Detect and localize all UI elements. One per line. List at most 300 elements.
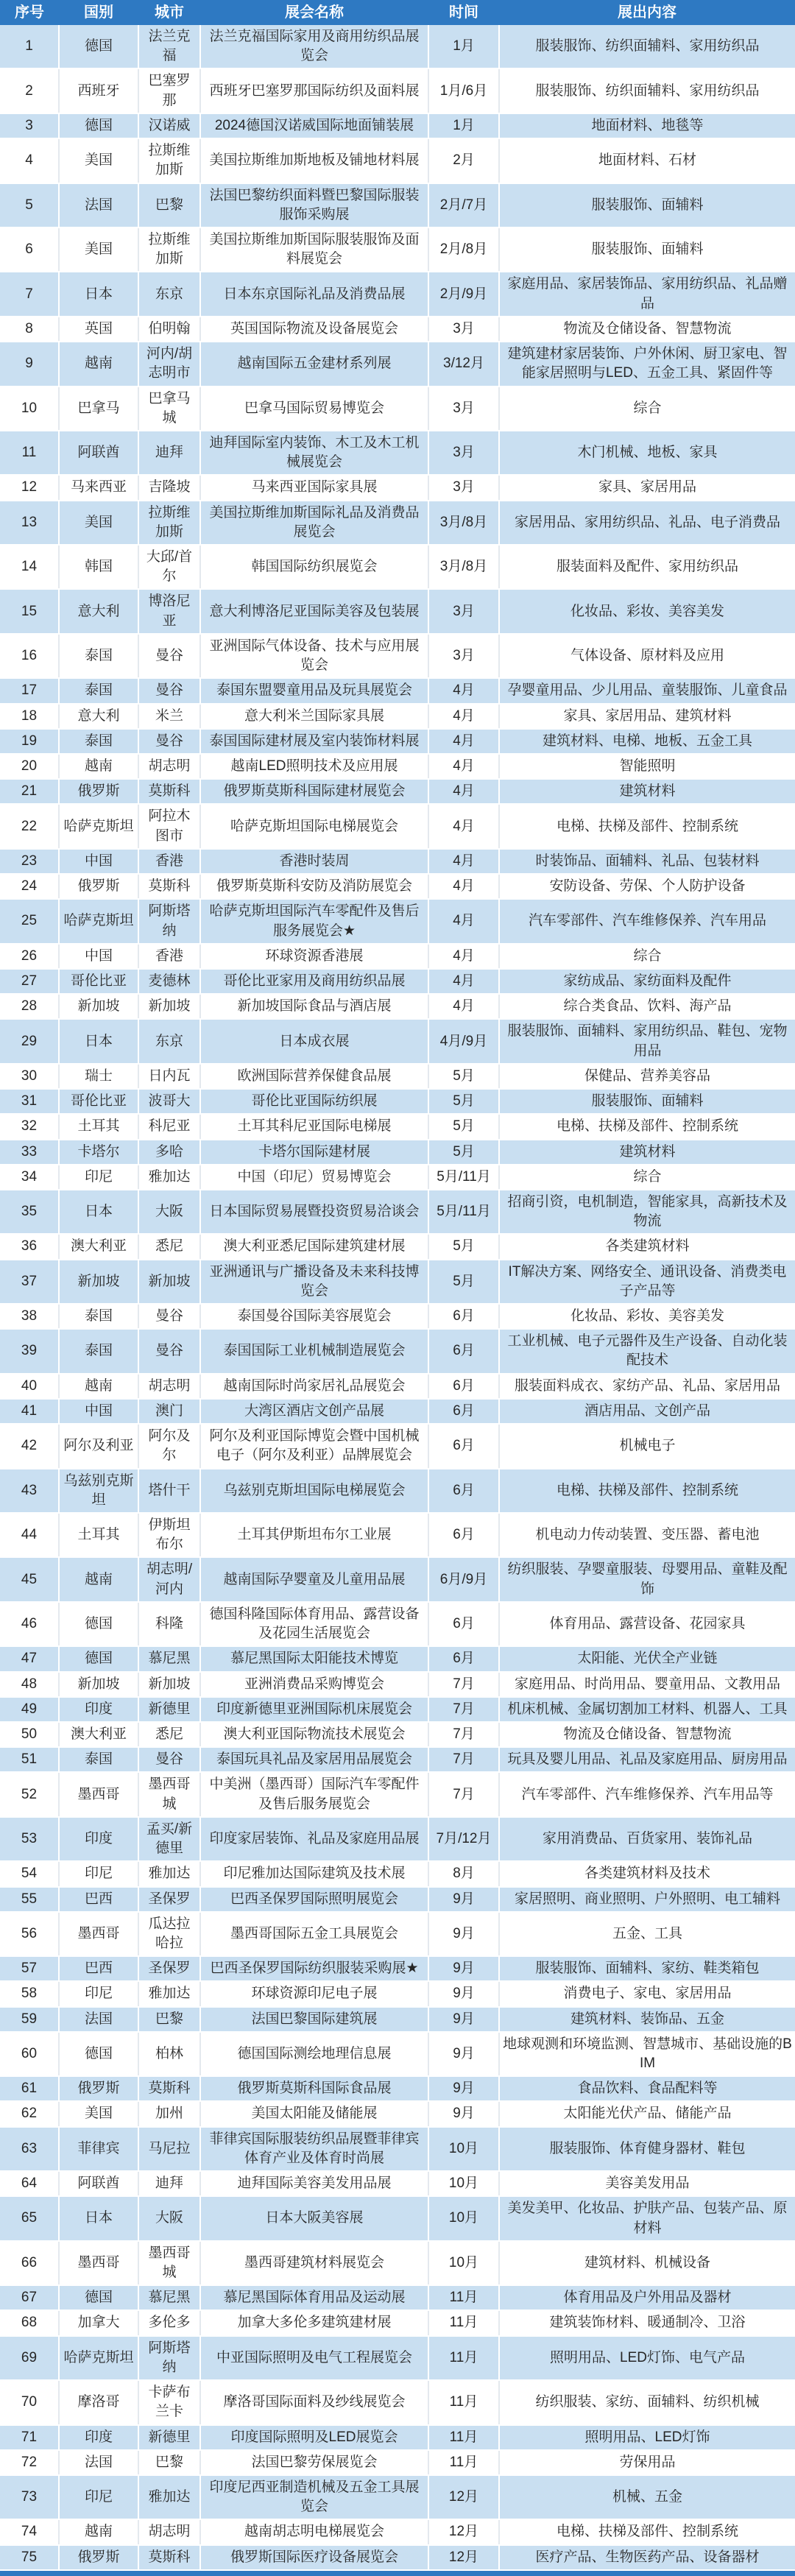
cell-content: 家庭用品、家居装饰品、家用纺织品、礼品赠品 — [499, 272, 795, 316]
cell-city: 大阪 — [138, 2196, 200, 2240]
cell-content: 家纺成品、家纺面料及配件 — [499, 969, 795, 994]
table-row — [0, 68, 795, 113]
cell-content: 电梯、扶梯及部件、控制系统 — [499, 2519, 795, 2544]
cell-time: 4月 — [428, 779, 499, 804]
cell-time: 6月 — [428, 1399, 499, 1424]
table-row — [0, 2007, 795, 2032]
cell-no: 21 — [0, 779, 59, 804]
table-row — [0, 849, 795, 874]
cell-content: 保健品、营养美容品 — [499, 1064, 795, 1089]
cell-name: 大湾区酒店文创产品展 — [200, 1399, 428, 1424]
cell-name: 环球资源印尼电子展 — [200, 1981, 428, 2006]
cell-country: 巴西 — [59, 1956, 138, 1981]
table-row — [0, 704, 795, 729]
cell-city: 圣保罗 — [138, 1887, 200, 1912]
cell-city: 墨西哥城 — [138, 2241, 200, 2285]
cell-no: 4 — [0, 138, 59, 183]
cell-content: 服装服饰、面辅料、家用纺织品、鞋包、宠物用品 — [499, 1019, 795, 1063]
cell-no: 47 — [0, 1646, 59, 1671]
cell-time: 6月 — [428, 1602, 499, 1646]
cell-city: 新加坡 — [138, 1672, 200, 1697]
cell-content: 电梯、扶梯及部件、控制系统 — [499, 1469, 795, 1513]
table-row — [0, 2425, 795, 2450]
cell-time: 4月 — [428, 969, 499, 994]
cell-name: 卡塔尔国际建材展 — [200, 1140, 428, 1165]
cell-country: 菲律宾 — [59, 2127, 138, 2171]
cell-content: 家用消费品、百货家用、装饰礼品 — [499, 1817, 795, 1861]
cell-name: 哥伦比亚国际纺织展 — [200, 1089, 428, 1114]
cell-time: 3月/8月 — [428, 545, 499, 589]
cell-content: 服装服饰、纺织面辅料、家用纺织品 — [499, 68, 795, 113]
cell-time: 11月 — [428, 2450, 499, 2475]
cell-no: 69 — [0, 2336, 59, 2380]
cell-country: 泰国 — [59, 1304, 138, 1329]
cell-country: 泰国 — [59, 729, 138, 754]
table-row — [0, 183, 795, 227]
cell-no: 18 — [0, 704, 59, 729]
cell-city: 曼谷 — [138, 634, 200, 678]
cell-country: 乌兹别克斯坦 — [59, 1469, 138, 1513]
cell-name: 亚洲消费品采购博览会 — [200, 1672, 428, 1697]
cell-country: 德国 — [59, 1646, 138, 1671]
table-row — [0, 754, 795, 779]
cell-city: 河内/胡志明市 — [138, 342, 200, 386]
cell-name: 越南国际时尚家居礼品展览会 — [200, 1374, 428, 1399]
table-row — [0, 1329, 795, 1373]
cell-content: 化妆品、彩妆、美容美发 — [499, 1304, 795, 1329]
cell-name: 日本国际贸易展暨投资贸易洽谈会 — [200, 1190, 428, 1234]
cell-country: 摩洛哥 — [59, 2380, 138, 2424]
cell-country: 巴拿马 — [59, 387, 138, 431]
table-row — [0, 678, 795, 703]
cell-no: 25 — [0, 899, 59, 943]
cell-city: 巴黎 — [138, 2450, 200, 2475]
cell-no: 72 — [0, 2450, 59, 2475]
cell-city: 慕尼黑 — [138, 2285, 200, 2310]
table-row — [0, 138, 795, 183]
cell-name: 澳大利亚国际物流技术展览会 — [200, 1722, 428, 1747]
cell-content: 纺织服装、家纺、面辅料、纺织机械 — [499, 2380, 795, 2424]
cell-country: 日本 — [59, 2196, 138, 2240]
table-header — [0, 0, 795, 25]
table-row — [0, 387, 795, 431]
cell-city: 胡志明 — [138, 2519, 200, 2544]
table-row — [0, 2196, 795, 2240]
cell-no: 39 — [0, 1329, 59, 1373]
cell-content: 食品饮料、食品配料等 — [499, 2076, 795, 2101]
cell-time: 12月 — [428, 2545, 499, 2570]
table-row — [0, 2450, 795, 2475]
cell-city: 胡志明 — [138, 754, 200, 779]
cell-content: 服装服饰、体育健身器材、鞋包 — [499, 2127, 795, 2171]
cell-time: 5月/11月 — [428, 1165, 499, 1190]
cell-time: 3月/8月 — [428, 501, 499, 545]
cell-content: IT解决方案、网络安全、通讯设备、消费类电子产品等 — [499, 1260, 795, 1304]
cell-city: 伊斯坦布尔 — [138, 1513, 200, 1557]
cell-content: 木门机械、地板、家具 — [499, 431, 795, 475]
cell-content: 服装服饰、纺织面辅料、家用纺织品 — [499, 25, 795, 68]
cell-content: 汽车零部件、汽车维修保养、汽车用品等 — [499, 1772, 795, 1816]
cell-city: 伯明翰 — [138, 317, 200, 342]
cell-name: 印度尼西亚制造机械及五金工具展览会 — [200, 2475, 428, 2519]
cell-no: 22 — [0, 804, 59, 848]
cell-time: 4月 — [428, 874, 499, 899]
cell-name: 菲律宾国际服装纺织品展暨菲律宾体育产业及体育时尚展 — [200, 2127, 428, 2171]
cell-no: 1 — [0, 25, 59, 68]
cell-country: 卡塔尔 — [59, 1140, 138, 1165]
cell-country: 德国 — [59, 1602, 138, 1646]
cell-city: 巴黎 — [138, 2007, 200, 2032]
table-row — [0, 779, 795, 804]
cell-no: 27 — [0, 969, 59, 994]
cell-content: 家居用品、家用纺织品、礼品、电子消费品 — [499, 501, 795, 545]
cell-name: 意大利博洛尼亚国际美容及包装展 — [200, 589, 428, 633]
cell-name: 澳大利亚悉尼国际建筑建材展 — [200, 1234, 428, 1259]
cell-name: 中国（印尼）贸易博览会 — [200, 1165, 428, 1190]
cell-country: 越南 — [59, 1374, 138, 1399]
cell-city: 香港 — [138, 849, 200, 874]
cell-city: 迪拜 — [138, 431, 200, 475]
cell-city: 莫斯科 — [138, 779, 200, 804]
cell-no: 46 — [0, 1602, 59, 1646]
cell-city: 新德里 — [138, 1697, 200, 1722]
cell-no: 63 — [0, 2127, 59, 2171]
cell-city: 拉斯维加斯 — [138, 501, 200, 545]
cell-time: 3月 — [428, 475, 499, 500]
table-row — [0, 1469, 795, 1513]
cell-content: 建筑材料 — [499, 779, 795, 804]
cell-city: 澳门 — [138, 1399, 200, 1424]
cell-country: 美国 — [59, 138, 138, 183]
table-row — [0, 969, 795, 994]
cell-content: 各类建筑材料 — [499, 1234, 795, 1259]
cell-time: 6月 — [428, 1513, 499, 1557]
cell-time: 4月 — [428, 704, 499, 729]
cell-name: 巴拿马国际贸易博览会 — [200, 387, 428, 431]
cell-content: 智能照明 — [499, 754, 795, 779]
table-row — [0, 317, 795, 342]
cell-country: 哥伦比亚 — [59, 969, 138, 994]
cell-content: 服装面料成衣、家纺产品、礼品、家居用品 — [499, 1374, 795, 1399]
cell-city: 悉尼 — [138, 1722, 200, 1747]
cell-name: 越南胡志明电梯展览会 — [200, 2519, 428, 2544]
cell-name: 迪拜国际室内装饰、木工及木工机械展览会 — [200, 431, 428, 475]
cell-name: 慕尼黑国际太阳能技术博览 — [200, 1646, 428, 1671]
cell-country: 新加坡 — [59, 994, 138, 1019]
table-row — [0, 1399, 795, 1424]
cell-time: 5月 — [428, 1140, 499, 1165]
cell-time: 6月 — [428, 1304, 499, 1329]
cell-no: 15 — [0, 589, 59, 633]
cell-city: 莫斯科 — [138, 2545, 200, 2570]
cell-no: 54 — [0, 1861, 59, 1886]
cell-city: 科尼亚 — [138, 1114, 200, 1139]
cell-content: 照明用品、LED灯饰 — [499, 2425, 795, 2450]
table-row — [0, 2475, 795, 2519]
cell-no: 30 — [0, 1064, 59, 1089]
cell-time: 7月 — [428, 1772, 499, 1816]
cell-name: 环球资源香港展 — [200, 944, 428, 969]
cell-no: 20 — [0, 754, 59, 779]
cell-country: 澳大利亚 — [59, 1234, 138, 1259]
cell-time: 3月 — [428, 634, 499, 678]
cell-no: 3 — [0, 113, 59, 138]
cell-no: 60 — [0, 2032, 59, 2076]
table-row — [0, 1602, 795, 1646]
cell-no: 19 — [0, 729, 59, 754]
cell-city: 雅加达 — [138, 1861, 200, 1886]
table-row — [0, 113, 795, 138]
table-row — [0, 1019, 795, 1063]
cell-name: 法国巴黎劳保展览会 — [200, 2450, 428, 2475]
col-header-city: 城市 — [138, 0, 200, 25]
cell-time: 3月 — [428, 431, 499, 475]
table-row — [0, 1190, 795, 1234]
cell-time: 1月 — [428, 113, 499, 138]
table-row — [0, 1772, 795, 1816]
cell-city: 波哥大 — [138, 1089, 200, 1114]
cell-name: 墨西哥建筑材料展览会 — [200, 2241, 428, 2285]
cell-country: 印度 — [59, 1817, 138, 1861]
cell-no: 66 — [0, 2241, 59, 2285]
cell-city: 拉斯维加斯 — [138, 227, 200, 272]
cell-no: 56 — [0, 1912, 59, 1956]
table-row — [0, 2545, 795, 2570]
table-row — [0, 1513, 795, 1557]
cell-country: 泰国 — [59, 634, 138, 678]
cell-name: 马来西亚国际家具展 — [200, 475, 428, 500]
cell-city: 孟买/新德里 — [138, 1817, 200, 1861]
cell-name: 印度家居装饰、礼品及家庭用品展 — [200, 1817, 428, 1861]
cell-no: 32 — [0, 1114, 59, 1139]
cell-name: 中亚国际照明及电气工程展览会 — [200, 2336, 428, 2380]
cell-no: 8 — [0, 317, 59, 342]
cell-name: 泰国国际工业机械制造展览会 — [200, 1329, 428, 1373]
cell-no: 13 — [0, 501, 59, 545]
cell-country: 新加坡 — [59, 1672, 138, 1697]
cell-city: 巴黎 — [138, 183, 200, 227]
cell-no: 42 — [0, 1424, 59, 1468]
cell-time: 3月 — [428, 387, 499, 431]
cell-country: 马来西亚 — [59, 475, 138, 500]
table-row — [0, 342, 795, 386]
cell-content: 服装服饰、面辅料、家纺、鞋类箱包 — [499, 1956, 795, 1981]
cell-country: 阿联酋 — [59, 431, 138, 475]
cell-time: 2月/7月 — [428, 183, 499, 227]
cell-name: 哈萨克斯坦国际电梯展览会 — [200, 804, 428, 848]
cell-name: 香港时装周 — [200, 849, 428, 874]
cell-no: 23 — [0, 849, 59, 874]
cell-content: 物流及仓储设备、智慧物流 — [499, 1722, 795, 1747]
cell-content: 家具、家居用品 — [499, 475, 795, 500]
cell-time: 5月 — [428, 1114, 499, 1139]
cell-name: 印度国际照明及LED展览会 — [200, 2425, 428, 2450]
cell-country: 德国 — [59, 2032, 138, 2076]
cell-country: 法国 — [59, 183, 138, 227]
cell-country: 阿联酋 — [59, 2171, 138, 2196]
cell-city: 加州 — [138, 2101, 200, 2126]
cell-time: 5月 — [428, 1064, 499, 1089]
cell-name: 意大利米兰国际家具展 — [200, 704, 428, 729]
cell-city: 米兰 — [138, 704, 200, 729]
cell-name: 越南国际五金建材系列展 — [200, 342, 428, 386]
cell-city: 阿斯塔纳 — [138, 2336, 200, 2380]
cell-city: 麦德林 — [138, 969, 200, 994]
cell-no: 70 — [0, 2380, 59, 2424]
cell-time: 5月/11月 — [428, 1190, 499, 1234]
cell-country: 日本 — [59, 1019, 138, 1063]
cell-content: 太阳能、光伏全产业链 — [499, 1646, 795, 1671]
cell-time: 11月 — [428, 2425, 499, 2450]
cell-city: 塔什干 — [138, 1469, 200, 1513]
cell-city: 东京 — [138, 272, 200, 316]
col-header-country: 国别 — [59, 0, 138, 25]
table-row — [0, 634, 795, 678]
cell-city: 雅加达 — [138, 1165, 200, 1190]
cell-content: 家具、家居用品、建筑材料 — [499, 704, 795, 729]
cell-time: 7月 — [428, 1722, 499, 1747]
cell-country: 意大利 — [59, 704, 138, 729]
cell-time: 7月 — [428, 1697, 499, 1722]
table-row — [0, 272, 795, 316]
cell-name: 新加坡国际食品与酒店展 — [200, 994, 428, 1019]
table-row — [0, 545, 795, 589]
cell-no: 64 — [0, 2171, 59, 2196]
cell-country: 越南 — [59, 342, 138, 386]
table-row — [0, 1557, 795, 1601]
table-row — [0, 1672, 795, 1697]
cell-no: 65 — [0, 2196, 59, 2240]
cell-name: 欧洲国际营养保健食品展 — [200, 1064, 428, 1089]
cell-time: 6月 — [428, 1469, 499, 1513]
cell-name: 俄罗斯莫斯科国际食品展 — [200, 2076, 428, 2101]
cell-content: 地面材料、石材 — [499, 138, 795, 183]
cell-country: 美国 — [59, 2101, 138, 2126]
cell-name: 乌兹别克斯坦国际电梯展览会 — [200, 1469, 428, 1513]
cell-content: 综合 — [499, 1165, 795, 1190]
table-row — [0, 1861, 795, 1886]
cell-name: 越南LED照明技术及应用展 — [200, 754, 428, 779]
cell-content: 玩具及婴儿用品、礼品及家庭用品、厨房用品 — [499, 1747, 795, 1772]
cell-country: 泰国 — [59, 1747, 138, 1772]
cell-name: 土耳其科尼亚国际电梯展 — [200, 1114, 428, 1139]
cell-time: 11月 — [428, 2310, 499, 2335]
cell-content: 机床机械、金属切割加工材料、机器人、工具 — [499, 1697, 795, 1722]
cell-content: 化妆品、彩妆、美容美发 — [499, 589, 795, 633]
table-row — [0, 1956, 795, 1981]
cell-name: 亚洲通讯与广播设备及未来科技博览会 — [200, 1260, 428, 1304]
cell-country: 巴西 — [59, 1887, 138, 1912]
cell-city: 墨西哥城 — [138, 1772, 200, 1816]
cell-name: 英国国际物流及设备展览会 — [200, 317, 428, 342]
table-row — [0, 1374, 795, 1399]
table-row — [0, 2076, 795, 2101]
cell-content: 太阳能光伏产品、储能产品 — [499, 2101, 795, 2126]
cell-content: 五金、工具 — [499, 1912, 795, 1956]
cell-name: 美国拉斯维加斯国际礼品及消费品展览会 — [200, 501, 428, 545]
cell-city: 迪拜 — [138, 2171, 200, 2196]
cell-no: 17 — [0, 678, 59, 703]
cell-no: 41 — [0, 1399, 59, 1424]
cell-time: 2月/8月 — [428, 227, 499, 272]
table-row — [0, 431, 795, 475]
cell-city: 多哈 — [138, 1140, 200, 1165]
table-row — [0, 1089, 795, 1114]
cell-name: 印尼雅加达国际建筑及技术展 — [200, 1861, 428, 1886]
cell-country: 美国 — [59, 227, 138, 272]
cell-content: 建筑材料、电梯、地板、五金工具 — [499, 729, 795, 754]
cell-no: 16 — [0, 634, 59, 678]
cell-name: 巴西圣保罗国际纺织服装采购展★ — [200, 1956, 428, 1981]
cell-no: 34 — [0, 1165, 59, 1190]
cell-no: 5 — [0, 183, 59, 227]
cell-time: 9月 — [428, 1887, 499, 1912]
cell-country: 泰国 — [59, 1329, 138, 1373]
cell-country: 泰国 — [59, 678, 138, 703]
cell-city: 阿尔及尔 — [138, 1424, 200, 1468]
cell-city: 慕尼黑 — [138, 1646, 200, 1671]
cell-city: 曼谷 — [138, 1747, 200, 1772]
cell-no: 73 — [0, 2475, 59, 2519]
cell-country: 印度 — [59, 2425, 138, 2450]
cell-time: 4月 — [428, 994, 499, 1019]
cell-no: 24 — [0, 874, 59, 899]
table-row — [0, 2127, 795, 2171]
cell-country: 英国 — [59, 317, 138, 342]
cell-country: 俄罗斯 — [59, 2545, 138, 2570]
cell-time: 9月 — [428, 2007, 499, 2032]
cell-content: 服装服饰、面辅料 — [499, 227, 795, 272]
cell-no: 50 — [0, 1722, 59, 1747]
cell-city: 多伦多 — [138, 2310, 200, 2335]
table-row — [0, 2032, 795, 2076]
table-row — [0, 874, 795, 899]
table-row — [0, 2101, 795, 2126]
cell-name: 德国科隆国际体育用品、露营设备及花园生活展览会 — [200, 1602, 428, 1646]
cell-country: 中国 — [59, 849, 138, 874]
cell-content: 招商引资，电机制造，智能家具，高新技术及物流 — [499, 1190, 795, 1234]
cell-content: 地球观测和环境监测、智慧城市、基础设施的BIM — [499, 2032, 795, 2076]
cell-no: 31 — [0, 1089, 59, 1114]
cell-city: 曼谷 — [138, 1329, 200, 1373]
cell-country: 西班牙 — [59, 68, 138, 113]
cell-time: 9月 — [428, 1981, 499, 2006]
cell-no: 38 — [0, 1304, 59, 1329]
cell-country: 法国 — [59, 2450, 138, 2475]
cell-no: 75 — [0, 2545, 59, 2570]
table-row — [0, 899, 795, 943]
header-row — [0, 0, 795, 25]
cell-city: 雅加达 — [138, 2475, 200, 2519]
table-row — [0, 2285, 795, 2310]
cell-country: 土耳其 — [59, 1114, 138, 1139]
cell-time: 6月/9月 — [428, 1557, 499, 1601]
cell-time: 8月 — [428, 1861, 499, 1886]
cell-time: 10月 — [428, 2127, 499, 2171]
cell-time: 6月 — [428, 1374, 499, 1399]
cell-country: 日本 — [59, 272, 138, 316]
table-row — [0, 2310, 795, 2335]
cell-content: 体育用品及户外用品及器材 — [499, 2285, 795, 2310]
cell-country: 哈萨克斯坦 — [59, 2336, 138, 2380]
cell-country: 印尼 — [59, 2475, 138, 2519]
cell-city: 柏林 — [138, 2032, 200, 2076]
table-row — [0, 2336, 795, 2380]
cell-content: 建筑材料 — [499, 1140, 795, 1165]
cell-no: 61 — [0, 2076, 59, 2101]
cell-content: 消费电子、家电、家居用品 — [499, 1981, 795, 2006]
cell-city: 雅加达 — [138, 1981, 200, 2006]
